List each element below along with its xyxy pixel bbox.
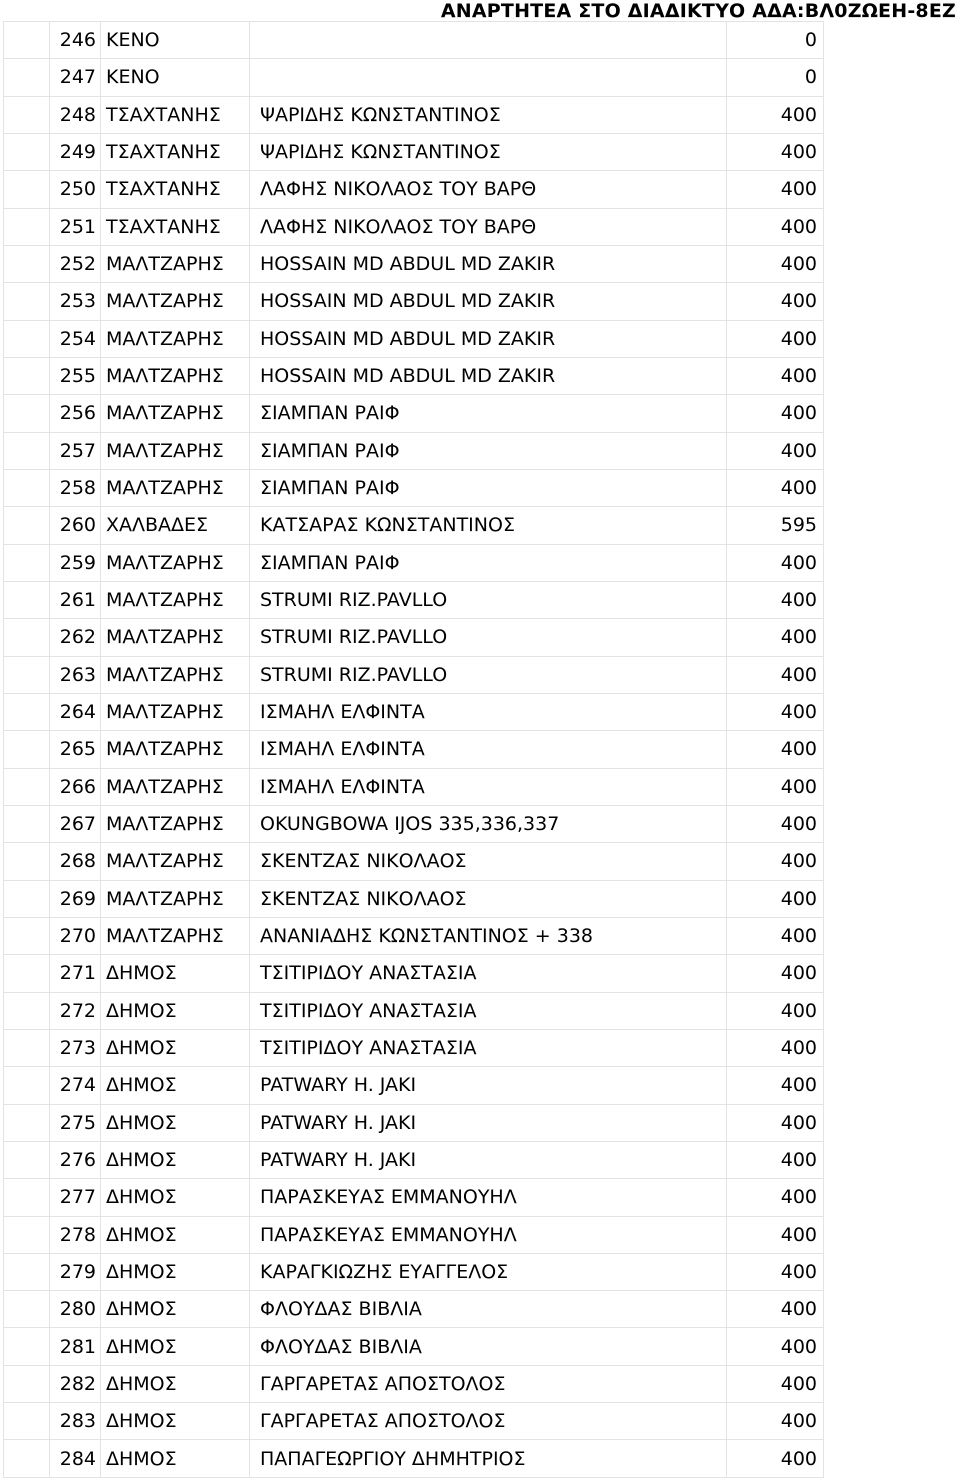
row-margin-cell	[4, 768, 50, 805]
row-number: 250	[50, 171, 101, 208]
row-amount: 400	[727, 320, 824, 357]
row-number: 251	[50, 208, 101, 245]
row-amount: 400	[727, 880, 824, 917]
row-number: 258	[50, 469, 101, 506]
row-name: ΓΑΡΓΑΡΕΤΑΣ ΑΠΟΣΤΟΛΟΣ	[250, 1403, 727, 1440]
row-amount: 400	[727, 1403, 824, 1440]
row-number: 281	[50, 1328, 101, 1365]
row-name: ΤΣΙΤΙΡΙΔΟΥ ΑΝΑΣΤΑΣΙΑ	[250, 992, 727, 1029]
row-category: ΔΗΜΟΣ	[101, 1067, 250, 1104]
row-name	[250, 59, 727, 96]
row-number: 277	[50, 1179, 101, 1216]
row-name: ΨΑΡΙΔΗΣ ΚΩΝΣΤΑΝΤΙΝΟΣ	[250, 133, 727, 170]
table-row	[4, 357, 824, 394]
records-table	[3, 21, 824, 1478]
row-amount: 400	[727, 1067, 824, 1104]
row-name: ΨΑΡΙΔΗΣ ΚΩΝΣΤΑΝΤΙΝΟΣ	[250, 96, 727, 133]
row-name: ΛΑΦΗΣ ΝΙΚΟΛΑΟΣ ΤΟΥ ΒΑΡΘ	[250, 208, 727, 245]
row-category: ΔΗΜΟΣ	[101, 1365, 250, 1402]
row-category: ΜΑΛΤΖΑΡΗΣ	[101, 432, 250, 469]
row-name: STRUMI RIZ.PAVLLO	[250, 619, 727, 656]
row-number: 276	[50, 1141, 101, 1178]
table-row	[4, 1029, 824, 1066]
row-name: ΚΑΤΣΑΡΑΣ ΚΩΝΣΤΑΝΤΙΝΟΣ	[250, 507, 727, 544]
row-category: ΜΑΛΤΖΑΡΗΣ	[101, 805, 250, 842]
row-category: ΔΗΜΟΣ	[101, 1328, 250, 1365]
table-row	[4, 1403, 824, 1440]
row-amount: 400	[727, 1104, 824, 1141]
row-margin-cell	[4, 357, 50, 394]
row-category: ΔΗΜΟΣ	[101, 1440, 250, 1477]
row-amount: 400	[727, 1365, 824, 1402]
row-amount: 400	[727, 1291, 824, 1328]
row-amount: 400	[727, 1216, 824, 1253]
row-amount: 400	[727, 656, 824, 693]
row-amount: 400	[727, 992, 824, 1029]
row-category: ΜΑΛΤΖΑΡΗΣ	[101, 357, 250, 394]
row-category: ΜΑΛΤΖΑΡΗΣ	[101, 283, 250, 320]
row-name: ΠΑΡΑΣΚΕΥΑΣ ΕΜΜΑΝΟΥΗΛ	[250, 1216, 727, 1253]
row-number: 249	[50, 133, 101, 170]
row-category: ΜΑΛΤΖΑΡΗΣ	[101, 395, 250, 432]
row-number: 259	[50, 544, 101, 581]
row-number: 273	[50, 1029, 101, 1066]
row-number: 283	[50, 1403, 101, 1440]
table-row	[4, 917, 824, 954]
row-amount: 400	[727, 955, 824, 992]
table-row	[4, 320, 824, 357]
row-amount: 400	[727, 432, 824, 469]
row-number: 263	[50, 656, 101, 693]
row-number: 261	[50, 581, 101, 618]
row-margin-cell	[4, 693, 50, 730]
table-row	[4, 768, 824, 805]
row-number: 267	[50, 805, 101, 842]
table-row	[4, 731, 824, 768]
row-number: 253	[50, 283, 101, 320]
row-amount: 400	[727, 171, 824, 208]
row-margin-cell	[4, 880, 50, 917]
table-row	[4, 955, 824, 992]
row-amount: 400	[727, 1328, 824, 1365]
row-name: ΙΣΜΑΗΛ ΕΛΦΙΝΤΑ	[250, 731, 727, 768]
row-name: ΑΝΑΝΙΑΔΗΣ ΚΩΝΣΤΑΝΤΙΝΟΣ + 338	[250, 917, 727, 954]
row-category: ΔΗΜΟΣ	[101, 1291, 250, 1328]
table-row	[4, 1440, 824, 1477]
row-category: ΜΑΛΤΖΑΡΗΣ	[101, 843, 250, 880]
row-margin-cell	[4, 1440, 50, 1477]
table-row	[4, 992, 824, 1029]
table-row	[4, 59, 824, 96]
row-name: PATWARY H. JAKI	[250, 1067, 727, 1104]
table-row	[4, 843, 824, 880]
table-row	[4, 96, 824, 133]
row-amount: 400	[727, 805, 824, 842]
row-margin-cell	[4, 96, 50, 133]
row-amount: 0	[727, 59, 824, 96]
row-name: ΤΣΙΤΙΡΙΔΟΥ ΑΝΑΣΤΑΣΙΑ	[250, 955, 727, 992]
table-row	[4, 1141, 824, 1178]
row-name	[250, 22, 727, 59]
row-amount: 400	[727, 357, 824, 394]
row-category: ΤΣΑΧΤΑΝΗΣ	[101, 96, 250, 133]
row-name: PATWARY H. JAKI	[250, 1104, 727, 1141]
table-row	[4, 805, 824, 842]
row-amount: 400	[727, 693, 824, 730]
table-row	[4, 1104, 824, 1141]
document-header: ΑΝΑΡΤΗΤΕΑ ΣΤΟ ΔΙΑΔΙΚΤΥΟ ΑΔΑ:ΒΛ0ΖΩΕΗ-8ΕΖ	[440, 0, 956, 22]
table-row	[4, 581, 824, 618]
table-row	[4, 133, 824, 170]
row-name: HOSSAIN MD ABDUL MD ZAKIR	[250, 357, 727, 394]
row-amount: 400	[727, 283, 824, 320]
row-name: ΤΣΙΤΙΡΙΔΟΥ ΑΝΑΣΤΑΣΙΑ	[250, 1029, 727, 1066]
row-category: ΔΗΜΟΣ	[101, 955, 250, 992]
row-amount: 400	[727, 1253, 824, 1290]
row-category: ΜΑΛΤΖΑΡΗΣ	[101, 544, 250, 581]
row-margin-cell	[4, 843, 50, 880]
table-row	[4, 507, 824, 544]
row-category: ΔΗΜΟΣ	[101, 992, 250, 1029]
table-row	[4, 208, 824, 245]
row-category: ΜΑΛΤΖΑΡΗΣ	[101, 917, 250, 954]
row-amount: 400	[727, 544, 824, 581]
row-category: ΚΕΝΟ	[101, 59, 250, 96]
table-row	[4, 1179, 824, 1216]
table-row	[4, 171, 824, 208]
row-category: ΤΣΑΧΤΑΝΗΣ	[101, 171, 250, 208]
row-name: HOSSAIN MD ABDUL MD ZAKIR	[250, 320, 727, 357]
row-category: ΔΗΜΟΣ	[101, 1029, 250, 1066]
row-number: 248	[50, 96, 101, 133]
row-name: ΠΑΠΑΓΕΩΡΓΙΟΥ ΔΗΜΗΤΡΙΟΣ	[250, 1440, 727, 1477]
table-row	[4, 469, 824, 506]
row-name: ΣΚΕΝΤΖΑΣ ΝΙΚΟΛΑΟΣ	[250, 880, 727, 917]
row-number: 246	[50, 22, 101, 59]
row-name: ΣΙΑΜΠΑΝ ΡΑΙΦ	[250, 544, 727, 581]
table-row	[4, 1253, 824, 1290]
row-margin-cell	[4, 208, 50, 245]
row-amount: 400	[727, 1029, 824, 1066]
row-name: ΚΑΡΑΓΚΙΩΖΗΣ ΕΥΑΓΓΕΛΟΣ	[250, 1253, 727, 1290]
row-amount: 0	[727, 22, 824, 59]
row-margin-cell	[4, 917, 50, 954]
row-number: 262	[50, 619, 101, 656]
row-name: STRUMI RIZ.PAVLLO	[250, 581, 727, 618]
row-margin-cell	[4, 1403, 50, 1440]
row-amount: 400	[727, 1141, 824, 1178]
row-number: 252	[50, 245, 101, 282]
table-row	[4, 432, 824, 469]
table-row	[4, 1216, 824, 1253]
row-number: 284	[50, 1440, 101, 1477]
row-margin-cell	[4, 619, 50, 656]
row-margin-cell	[4, 1029, 50, 1066]
row-number: 247	[50, 59, 101, 96]
row-margin-cell	[4, 805, 50, 842]
row-amount: 400	[727, 768, 824, 805]
row-category: ΜΑΛΤΖΑΡΗΣ	[101, 320, 250, 357]
row-category: ΤΣΑΧΤΑΝΗΣ	[101, 208, 250, 245]
row-number: 265	[50, 731, 101, 768]
row-category: ΜΑΛΤΖΑΡΗΣ	[101, 880, 250, 917]
row-amount: 400	[727, 395, 824, 432]
row-name: ΦΛΟΥΔΑΣ ΒΙΒΛΙΑ	[250, 1328, 727, 1365]
row-margin-cell	[4, 395, 50, 432]
row-number: 272	[50, 992, 101, 1029]
records-table-body	[4, 22, 824, 1478]
row-margin-cell	[4, 581, 50, 618]
row-category: ΔΗΜΟΣ	[101, 1403, 250, 1440]
row-number: 271	[50, 955, 101, 992]
records-table-container	[3, 21, 824, 1478]
table-row	[4, 22, 824, 59]
row-margin-cell	[4, 544, 50, 581]
row-number: 257	[50, 432, 101, 469]
row-number: 254	[50, 320, 101, 357]
row-name: ΣΙΑΜΠΑΝ ΡΑΙΦ	[250, 395, 727, 432]
row-amount: 400	[727, 917, 824, 954]
row-margin-cell	[4, 22, 50, 59]
row-name: ΙΣΜΑΗΛ ΕΛΦΙΝΤΑ	[250, 693, 727, 730]
table-row	[4, 619, 824, 656]
row-amount: 400	[727, 208, 824, 245]
row-number: 282	[50, 1365, 101, 1402]
row-number: 274	[50, 1067, 101, 1104]
row-margin-cell	[4, 283, 50, 320]
row-margin-cell	[4, 320, 50, 357]
row-category: ΤΣΑΧΤΑΝΗΣ	[101, 133, 250, 170]
row-category: ΧΑΛΒΑΔΕΣ	[101, 507, 250, 544]
row-number: 280	[50, 1291, 101, 1328]
row-category: ΔΗΜΟΣ	[101, 1216, 250, 1253]
row-margin-cell	[4, 59, 50, 96]
row-number: 275	[50, 1104, 101, 1141]
row-amount: 400	[727, 1440, 824, 1477]
row-amount: 595	[727, 507, 824, 544]
row-category: ΔΗΜΟΣ	[101, 1253, 250, 1290]
row-category: ΔΗΜΟΣ	[101, 1141, 250, 1178]
row-margin-cell	[4, 432, 50, 469]
row-margin-cell	[4, 1179, 50, 1216]
row-margin-cell	[4, 1104, 50, 1141]
row-margin-cell	[4, 245, 50, 282]
row-name: ΛΑΦΗΣ ΝΙΚΟΛΑΟΣ ΤΟΥ ΒΑΡΘ	[250, 171, 727, 208]
table-row	[4, 1067, 824, 1104]
row-amount: 400	[727, 843, 824, 880]
row-margin-cell	[4, 1067, 50, 1104]
row-number: 260	[50, 507, 101, 544]
row-margin-cell	[4, 1328, 50, 1365]
table-row	[4, 283, 824, 320]
row-name: ΙΣΜΑΗΛ ΕΛΦΙΝΤΑ	[250, 768, 727, 805]
row-category: ΜΑΛΤΖΑΡΗΣ	[101, 768, 250, 805]
row-number: 256	[50, 395, 101, 432]
table-row	[4, 1328, 824, 1365]
row-name: STRUMI RIZ.PAVLLO	[250, 656, 727, 693]
row-name: HOSSAIN MD ABDUL MD ZAKIR	[250, 283, 727, 320]
row-margin-cell	[4, 1291, 50, 1328]
row-margin-cell	[4, 1365, 50, 1402]
row-margin-cell	[4, 507, 50, 544]
row-amount: 400	[727, 619, 824, 656]
row-margin-cell	[4, 171, 50, 208]
row-category: ΜΑΛΤΖΑΡΗΣ	[101, 731, 250, 768]
row-margin-cell	[4, 469, 50, 506]
row-category: ΜΑΛΤΖΑΡΗΣ	[101, 693, 250, 730]
row-name: ΠΑΡΑΣΚΕΥΑΣ ΕΜΜΑΝΟΥΗΛ	[250, 1179, 727, 1216]
row-margin-cell	[4, 731, 50, 768]
table-row	[4, 245, 824, 282]
row-name: PATWARY H. JAKI	[250, 1141, 727, 1178]
row-number: 269	[50, 880, 101, 917]
row-name: OKUNGBOWA IJOS 335,336,337	[250, 805, 727, 842]
row-margin-cell	[4, 1216, 50, 1253]
row-amount: 400	[727, 1179, 824, 1216]
row-margin-cell	[4, 1141, 50, 1178]
row-number: 279	[50, 1253, 101, 1290]
row-number: 278	[50, 1216, 101, 1253]
row-margin-cell	[4, 133, 50, 170]
row-amount: 400	[727, 245, 824, 282]
table-row	[4, 656, 824, 693]
row-category: ΔΗΜΟΣ	[101, 1104, 250, 1141]
row-name: HOSSAIN MD ABDUL MD ZAKIR	[250, 245, 727, 282]
row-margin-cell	[4, 955, 50, 992]
row-name: ΣΙΑΜΠΑΝ ΡΑΙΦ	[250, 432, 727, 469]
row-number: 255	[50, 357, 101, 394]
row-name: ΦΛΟΥΔΑΣ ΒΙΒΛΙΑ	[250, 1291, 727, 1328]
row-number: 270	[50, 917, 101, 954]
table-row	[4, 395, 824, 432]
row-category: ΜΑΛΤΖΑΡΗΣ	[101, 469, 250, 506]
row-category: ΜΑΛΤΖΑΡΗΣ	[101, 619, 250, 656]
table-row	[4, 880, 824, 917]
row-amount: 400	[727, 133, 824, 170]
row-number: 268	[50, 843, 101, 880]
row-name: ΣΙΑΜΠΑΝ ΡΑΙΦ	[250, 469, 727, 506]
row-name: ΣΚΕΝΤΖΑΣ ΝΙΚΟΛΑΟΣ	[250, 843, 727, 880]
row-number: 264	[50, 693, 101, 730]
row-number: 266	[50, 768, 101, 805]
table-row	[4, 544, 824, 581]
row-amount: 400	[727, 581, 824, 618]
row-category: ΚΕΝΟ	[101, 22, 250, 59]
row-amount: 400	[727, 96, 824, 133]
row-margin-cell	[4, 1253, 50, 1290]
table-row	[4, 1365, 824, 1402]
row-margin-cell	[4, 656, 50, 693]
row-category: ΜΑΛΤΖΑΡΗΣ	[101, 245, 250, 282]
table-row	[4, 693, 824, 730]
row-category: ΜΑΛΤΖΑΡΗΣ	[101, 656, 250, 693]
row-amount: 400	[727, 469, 824, 506]
row-margin-cell	[4, 992, 50, 1029]
row-name: ΓΑΡΓΑΡΕΤΑΣ ΑΠΟΣΤΟΛΟΣ	[250, 1365, 727, 1402]
table-row	[4, 1291, 824, 1328]
row-category: ΔΗΜΟΣ	[101, 1179, 250, 1216]
row-category: ΜΑΛΤΖΑΡΗΣ	[101, 581, 250, 618]
row-amount: 400	[727, 731, 824, 768]
